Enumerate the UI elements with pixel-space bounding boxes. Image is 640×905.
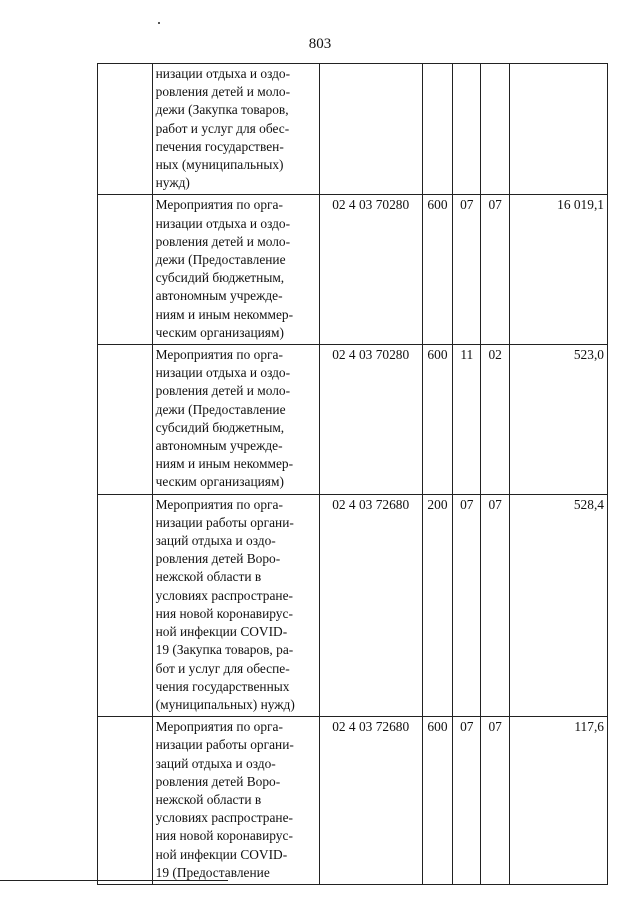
- table-row: [98, 64, 608, 195]
- target-article-code-cell: 02 4 03 72680: [319, 494, 422, 716]
- subsection-cell: 02: [481, 345, 509, 495]
- table-row: [98, 717, 608, 885]
- subsection-cell: 07: [481, 494, 509, 716]
- row-number-cell: [98, 717, 153, 885]
- amount-cell: [509, 64, 607, 195]
- expense-type-cell: 600: [422, 345, 452, 495]
- scan-speck: [158, 22, 160, 24]
- footnote-rule: [0, 880, 228, 881]
- item-name-cell: низации отдыха и оздо- ровления детей и моло- дежи (Закупка товаров, работ и услуг для обес- печения государствен- ных (муниципальных) нужд): [152, 64, 319, 195]
- subsection-cell: 07: [481, 717, 509, 885]
- row-number-cell: [98, 494, 153, 716]
- item-name-cell: Мероприятия по орга- низации работы органи- заций отдыха и оздо- ровления детей Воро- нежской области в условиях распростране- ния новой коронавирус- ной инфекции COVID- 19 (Предоставление: [152, 717, 319, 885]
- row-number-cell: [98, 195, 153, 345]
- amount-cell: 528,4: [509, 494, 607, 716]
- table-row: [98, 345, 608, 495]
- table-row: [98, 494, 608, 716]
- subsection-cell: [481, 64, 509, 195]
- budget-table: [97, 63, 608, 885]
- expense-type-cell: 200: [422, 494, 452, 716]
- row-number-cell: [98, 345, 153, 495]
- expense-type-cell: [422, 64, 452, 195]
- item-name-cell: Мероприятия по орга- низации отдыха и оздо- ровления детей и моло- дежи (Предоставление субсидий бюджетным, автономным учрежде- ниям и иным некоммер- ческим организациям): [152, 195, 319, 345]
- item-name-cell: Мероприятия по орга- низации отдыха и оздо- ровления детей и моло- дежи (Предоставление субсидий бюджетным, автономным учрежде- ниям и иным некоммер- ческим организациям): [152, 345, 319, 495]
- target-article-code-cell: 02 4 03 70280: [319, 345, 422, 495]
- amount-cell: 523,0: [509, 345, 607, 495]
- page-number: 803: [308, 36, 332, 52]
- table-row: [98, 195, 608, 345]
- section-cell: [453, 64, 481, 195]
- subsection-cell: 07: [481, 195, 509, 345]
- target-article-code-cell: 02 4 03 70280: [319, 195, 422, 345]
- target-article-code-cell: 02 4 03 72680: [319, 717, 422, 885]
- amount-cell: 117,6: [509, 717, 607, 885]
- section-cell: 07: [453, 195, 481, 345]
- expense-type-cell: 600: [422, 195, 452, 345]
- expense-type-cell: 600: [422, 717, 452, 885]
- row-number-cell: [98, 64, 153, 195]
- section-cell: 07: [453, 494, 481, 716]
- section-cell: 11: [453, 345, 481, 495]
- section-cell: 07: [453, 717, 481, 885]
- amount-cell: 16 019,1: [509, 195, 607, 345]
- item-name-cell: Мероприятия по орга- низации работы органи- заций отдыха и оздо- ровления детей Воро- нежской области в условиях распростране- ния новой коронавирус- ной инфекции COVID- 19 (Закупка товаров, ра- бот и услуг для обеспе- чения государственных (муниципальных) нужд): [152, 494, 319, 716]
- target-article-code-cell: [319, 64, 422, 195]
